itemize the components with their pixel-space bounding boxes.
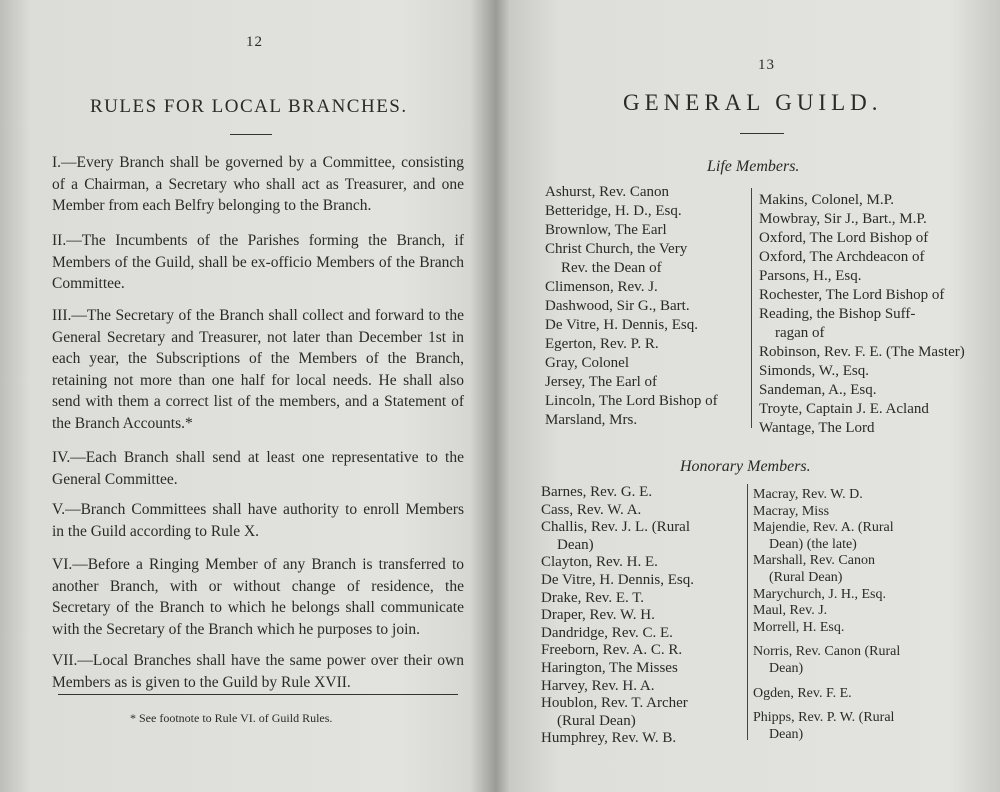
list-item: Reading, the Bishop Suff- bbox=[759, 306, 916, 322]
list-item: De Vitre, H. Dennis, Esq. bbox=[545, 317, 698, 333]
list-item: Betteridge, H. D., Esq. bbox=[545, 203, 682, 219]
list-item: Oxford, The Lord Bishop of bbox=[759, 230, 929, 246]
page-number: 12 bbox=[246, 34, 263, 50]
list-item: Rev. the Dean of bbox=[561, 260, 662, 276]
list-item: Harvey, Rev. H. A. bbox=[541, 677, 655, 694]
list-item: Lincoln, The Lord Bishop of bbox=[545, 393, 718, 409]
list-item: Ogden, Rev. F. E. bbox=[753, 685, 852, 701]
list-item: Humphrey, Rev. W. B. bbox=[541, 730, 677, 747]
title-rule bbox=[740, 133, 784, 134]
list-item: Climenson, Rev. J. bbox=[545, 279, 658, 295]
rule-paragraph-2: II.—The Incumbents of the Parishes forming the Branch, if Members of the Guild, shall be ex-officio Members of the Branch Committee. bbox=[52, 232, 464, 292]
honorary-members-heading: Honorary Members. bbox=[680, 458, 811, 475]
list-item: Makins, Colonel, M.P. bbox=[759, 192, 895, 208]
list-item: Gray, Colonel bbox=[545, 355, 630, 371]
footnote-rule bbox=[58, 694, 458, 695]
footnote: * See footnote to Rule VI. of Guild Rules. bbox=[130, 711, 333, 725]
list-item: Barnes, Rev. G. E. bbox=[541, 484, 653, 500]
list-item: Draper, Rev. W. H. bbox=[541, 607, 655, 624]
list-item: Rochester, The Lord Bishop of bbox=[759, 287, 945, 303]
list-item: Marsland, Mrs. bbox=[545, 412, 638, 428]
list-item: Drake, Rev. E. T. bbox=[541, 589, 645, 606]
list-item: Marychurch, J. H., Esq. bbox=[753, 586, 886, 602]
list-item: Majendie, Rev. A. (Rural bbox=[753, 520, 894, 536]
list-item: Maul, Rev. J. bbox=[753, 603, 828, 619]
list-item: Robinson, Rev. F. E. (The Master) bbox=[759, 344, 965, 360]
list-item: Houblon, Rev. T. Archer bbox=[541, 695, 688, 712]
list-item: (Rural Dean) bbox=[557, 712, 636, 729]
list-item: Sandeman, A., Esq. bbox=[759, 382, 877, 398]
list-item: Dean) bbox=[557, 536, 594, 553]
list-item: ragan of bbox=[775, 325, 825, 341]
rule-paragraph-4: IV.—Each Branch shall send at least one representative to the General Committee. bbox=[52, 449, 464, 488]
rule-paragraph-1: I.—Every Branch shall be governed by a Committee, consisting of a Chairman, a Secretary who shall act as Treasurer, and one Member from each Belfry belonging to the Branch. bbox=[52, 154, 464, 214]
list-item: Troyte, Captain J. E. Acland bbox=[759, 401, 929, 417]
list-item: Wantage, The Lord bbox=[759, 420, 875, 436]
list-item: (Rural Dean) bbox=[769, 569, 843, 585]
list-item: Macray, Rev. W. D. bbox=[753, 487, 863, 502]
rule-paragraph-5: V.—Branch Committees shall have authority to enroll Members in the Guild according to Rule X. bbox=[52, 501, 464, 540]
list-item: De Vitre, H. Dennis, Esq. bbox=[541, 571, 694, 588]
title-rule bbox=[230, 134, 272, 135]
life-members-heading: Life Members. bbox=[707, 158, 800, 175]
list-item: Freeborn, Rev. A. C. R. bbox=[541, 642, 683, 659]
right-page bbox=[505, 0, 1000, 792]
rule-paragraph-7: VII.—Local Branches shall have the same power over their own Members as is given to the Guild by Rule XVII. bbox=[52, 652, 464, 691]
list-item: Dean) bbox=[769, 660, 804, 676]
list-item: Morrell, H. Esq. bbox=[753, 619, 845, 635]
list-item: Cass, Rev. W. A. bbox=[541, 501, 642, 518]
column-divider bbox=[747, 484, 748, 740]
list-item: Dashwood, Sir G., Bart. bbox=[545, 298, 690, 314]
column-divider bbox=[751, 188, 752, 428]
life-members-right-column bbox=[759, 191, 974, 438]
list-item: Simonds, W., Esq. bbox=[759, 363, 870, 379]
page-title: GENERAL GUILD. bbox=[623, 90, 883, 115]
life-members-left-column bbox=[545, 183, 750, 430]
list-item: Egerton, Rev. P. R. bbox=[545, 336, 659, 352]
honorary-members-right-column bbox=[753, 487, 968, 743]
page-title: RULES FOR LOCAL BRANCHES. bbox=[90, 96, 408, 117]
rule-paragraph-3: III.—The Secretary of the Branch shall collect and forward to the General Secretary and Treasurer, not later than December 1st in each year, the Subscriptions of the Members of the Branch, retaining not more than one half for local needs. He shall also send with them a correct list of the members, and a Statement of the Branch Accounts.* bbox=[52, 307, 464, 432]
list-item: Norris, Rev. Canon (Rural bbox=[753, 644, 901, 660]
list-item: Harington, The Misses bbox=[541, 659, 678, 676]
page-number: 13 bbox=[758, 57, 775, 73]
list-item: Ashurst, Rev. Canon bbox=[545, 184, 670, 200]
honorary-members-left-column bbox=[541, 484, 746, 748]
list-item: Christ Church, the Very bbox=[545, 241, 688, 257]
rule-paragraph-6: VI.—Before a Ringing Member of any Branch is transferred to another Branch, with or without change of residence, the Secretary of the Branch to which he belongs shall communicate with the Secretary of the Branch which he purposes to join. bbox=[52, 556, 464, 638]
list-item: Dean) bbox=[769, 726, 804, 742]
list-item: Challis, Rev. J. L. (Rural bbox=[541, 519, 691, 536]
list-item: Mowbray, Sir J., Bart., M.P. bbox=[759, 211, 927, 227]
list-item: Brownlow, The Earl bbox=[545, 222, 667, 238]
list-item: Clayton, Rev. H. E. bbox=[541, 554, 658, 571]
list-item: Parsons, H., Esq. bbox=[759, 268, 862, 284]
list-item: Phipps, Rev. P. W. (Rural bbox=[753, 710, 895, 726]
list-item: Macray, Miss bbox=[753, 503, 830, 519]
list-item: Oxford, The Archdeacon of bbox=[759, 249, 925, 265]
left-page bbox=[0, 0, 495, 792]
list-item: Jersey, The Earl of bbox=[545, 374, 658, 390]
list-item: Dean) (the late) bbox=[769, 536, 857, 552]
list-item: Marshall, Rev. Canon bbox=[753, 553, 875, 569]
list-item: Dandridge, Rev. C. E. bbox=[541, 624, 673, 641]
